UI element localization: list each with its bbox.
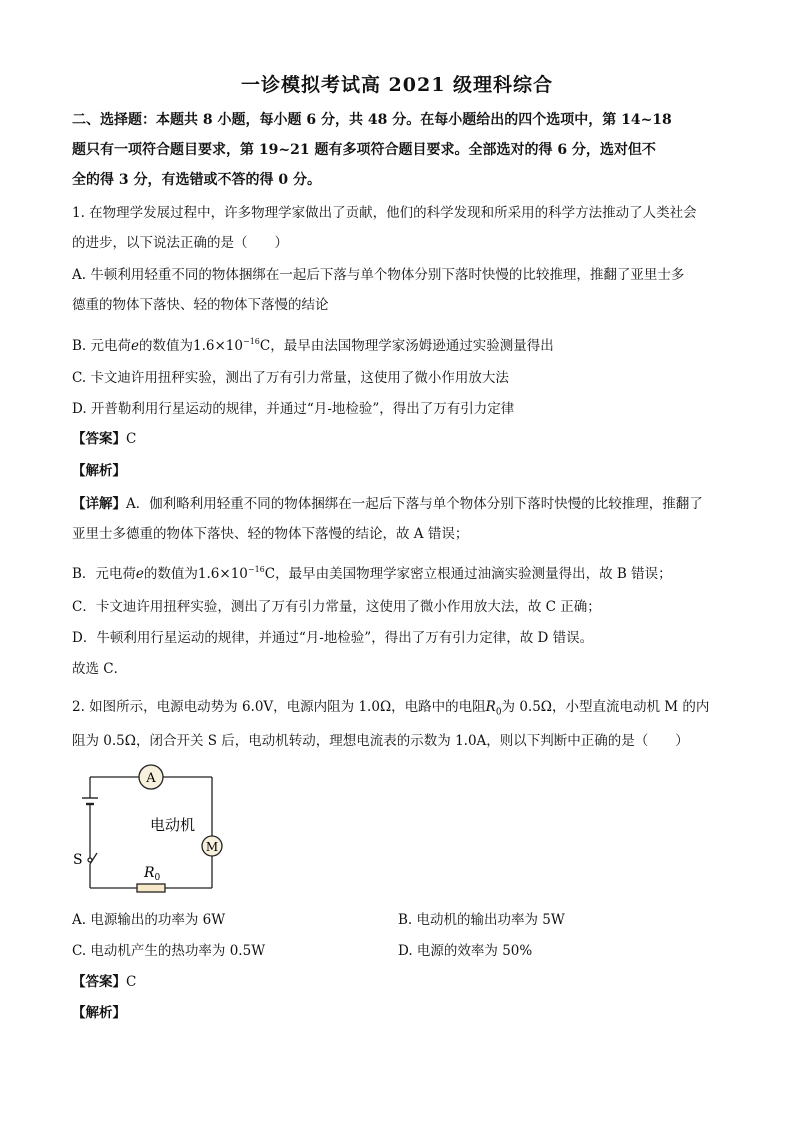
q1-option-b: B. 元电荷e的数值为$1.6\times 10^{-16}C$，最早由法国物理学家汤姆逊通过实验测量得出: [72, 337, 554, 354]
q1-detail-a-line-2: 亚里士多德重的物体下落快、轻的物体下落慢的结论，故 A 错误；: [72, 526, 469, 542]
q1-stem-line-2: 的进步，以下说法正确的是（ ）: [72, 235, 288, 251]
q1-detail-a-line-1: 【详解】A．伽利略利用轻重不同的物体捆绑在一起后下落与单个物体分别下落时快慢的比较推理，推翻了: [72, 496, 703, 512]
q1-analysis-label: 【解析】: [72, 463, 126, 479]
q2-option-d: D. 电源的效率为 50%: [398, 943, 533, 959]
q2-stem-line-2: 阻为 0.5Ω，闭合开关 S 后，电动机转动，理想电流表的示数为 1.0A，则以下判断中正确的是（ ）: [72, 733, 689, 749]
page-title: 一诊模拟考试高 2021 级理科综合: [240, 74, 554, 96]
section-instructions-line-1: 二、选择题：本题共 8 小题，每小题 6 分，共 48 分。在每小题给出的四个选项中，第 14~18: [72, 112, 672, 128]
circuit-diagram: [66, 760, 236, 895]
q1-answer: 【答案】C: [72, 431, 137, 447]
resistor-symbol: [137, 884, 165, 892]
ammeter-label: A: [146, 771, 156, 786]
motor-letter: M: [205, 840, 219, 854]
resistor-label: $R_0$: [144, 865, 161, 883]
motor-label: 电动机: [150, 816, 196, 834]
section-instructions-line-2: 题只有一项符合题目要求，第 19~21 题有多项符合题目要求。全部选对的得 6 分，选对但不: [72, 142, 656, 158]
q1-option-a-line-1: A. 牛顿利用轻重不同的物体捆绑在一起后下落与单个物体分别下落时快慢的比较推理，推翻了亚里士多: [72, 267, 685, 283]
q1-stem-line-1: 1. 在物理学发展过程中，许多物理学家做出了贡献，他们的科学发现和所采用的科学方法推动了人类社会: [72, 205, 697, 221]
q1-option-d: D. 开普勒利用行星运动的规律，并通过“月-地检验”，得出了万有引力定律: [72, 401, 515, 417]
section-instructions-line-3: 全的得 3 分，有选错或不答的得 0 分。: [72, 172, 321, 188]
q2-option-b: B. 电动机的输出功率为 5W: [398, 912, 565, 928]
q1-conclusion: 故选 C．: [72, 661, 128, 677]
q1-option-a-line-2: 德重的物体下落快、轻的物体下落慢的结论: [72, 297, 329, 313]
q1-detail-d: D．牛顿利用行星运动的规律，并通过“月-地检验”，得出了万有引力定律，故 D 错误。: [72, 630, 594, 646]
q2-option-a: A. 电源输出的功率为 6W: [72, 912, 226, 928]
q1-option-c: C. 卡文迪许用扭秤实验，测出了万有引力常量，这使用了微小作用放大法: [72, 370, 509, 386]
q1-detail-b: B．元电荷e的数值为$1.6\times 10^{-16}C$，最早由美国物理学家密立根通过油滴实验测量得出，故 B 错误；: [72, 565, 672, 582]
q1-detail-c: C．卡文迪许用扭秤实验，测出了万有引力常量，这使用了微小作用放大法，故 C 正确；: [72, 599, 601, 615]
q2-stem-line-1: 2. 如图所示，电源电动势为 6.0V，电源内阻为 1.0Ω，电路中的电阻$R_0$为 0.5Ω，小型直流电动机 M 的内: [72, 699, 710, 718]
q2-answer: 【答案】C: [72, 974, 137, 990]
q2-option-c: C. 电动机产生的热功率为 0.5W: [72, 943, 266, 959]
switch-label: S: [73, 852, 83, 868]
q2-analysis-label: 【解析】: [72, 1005, 126, 1021]
